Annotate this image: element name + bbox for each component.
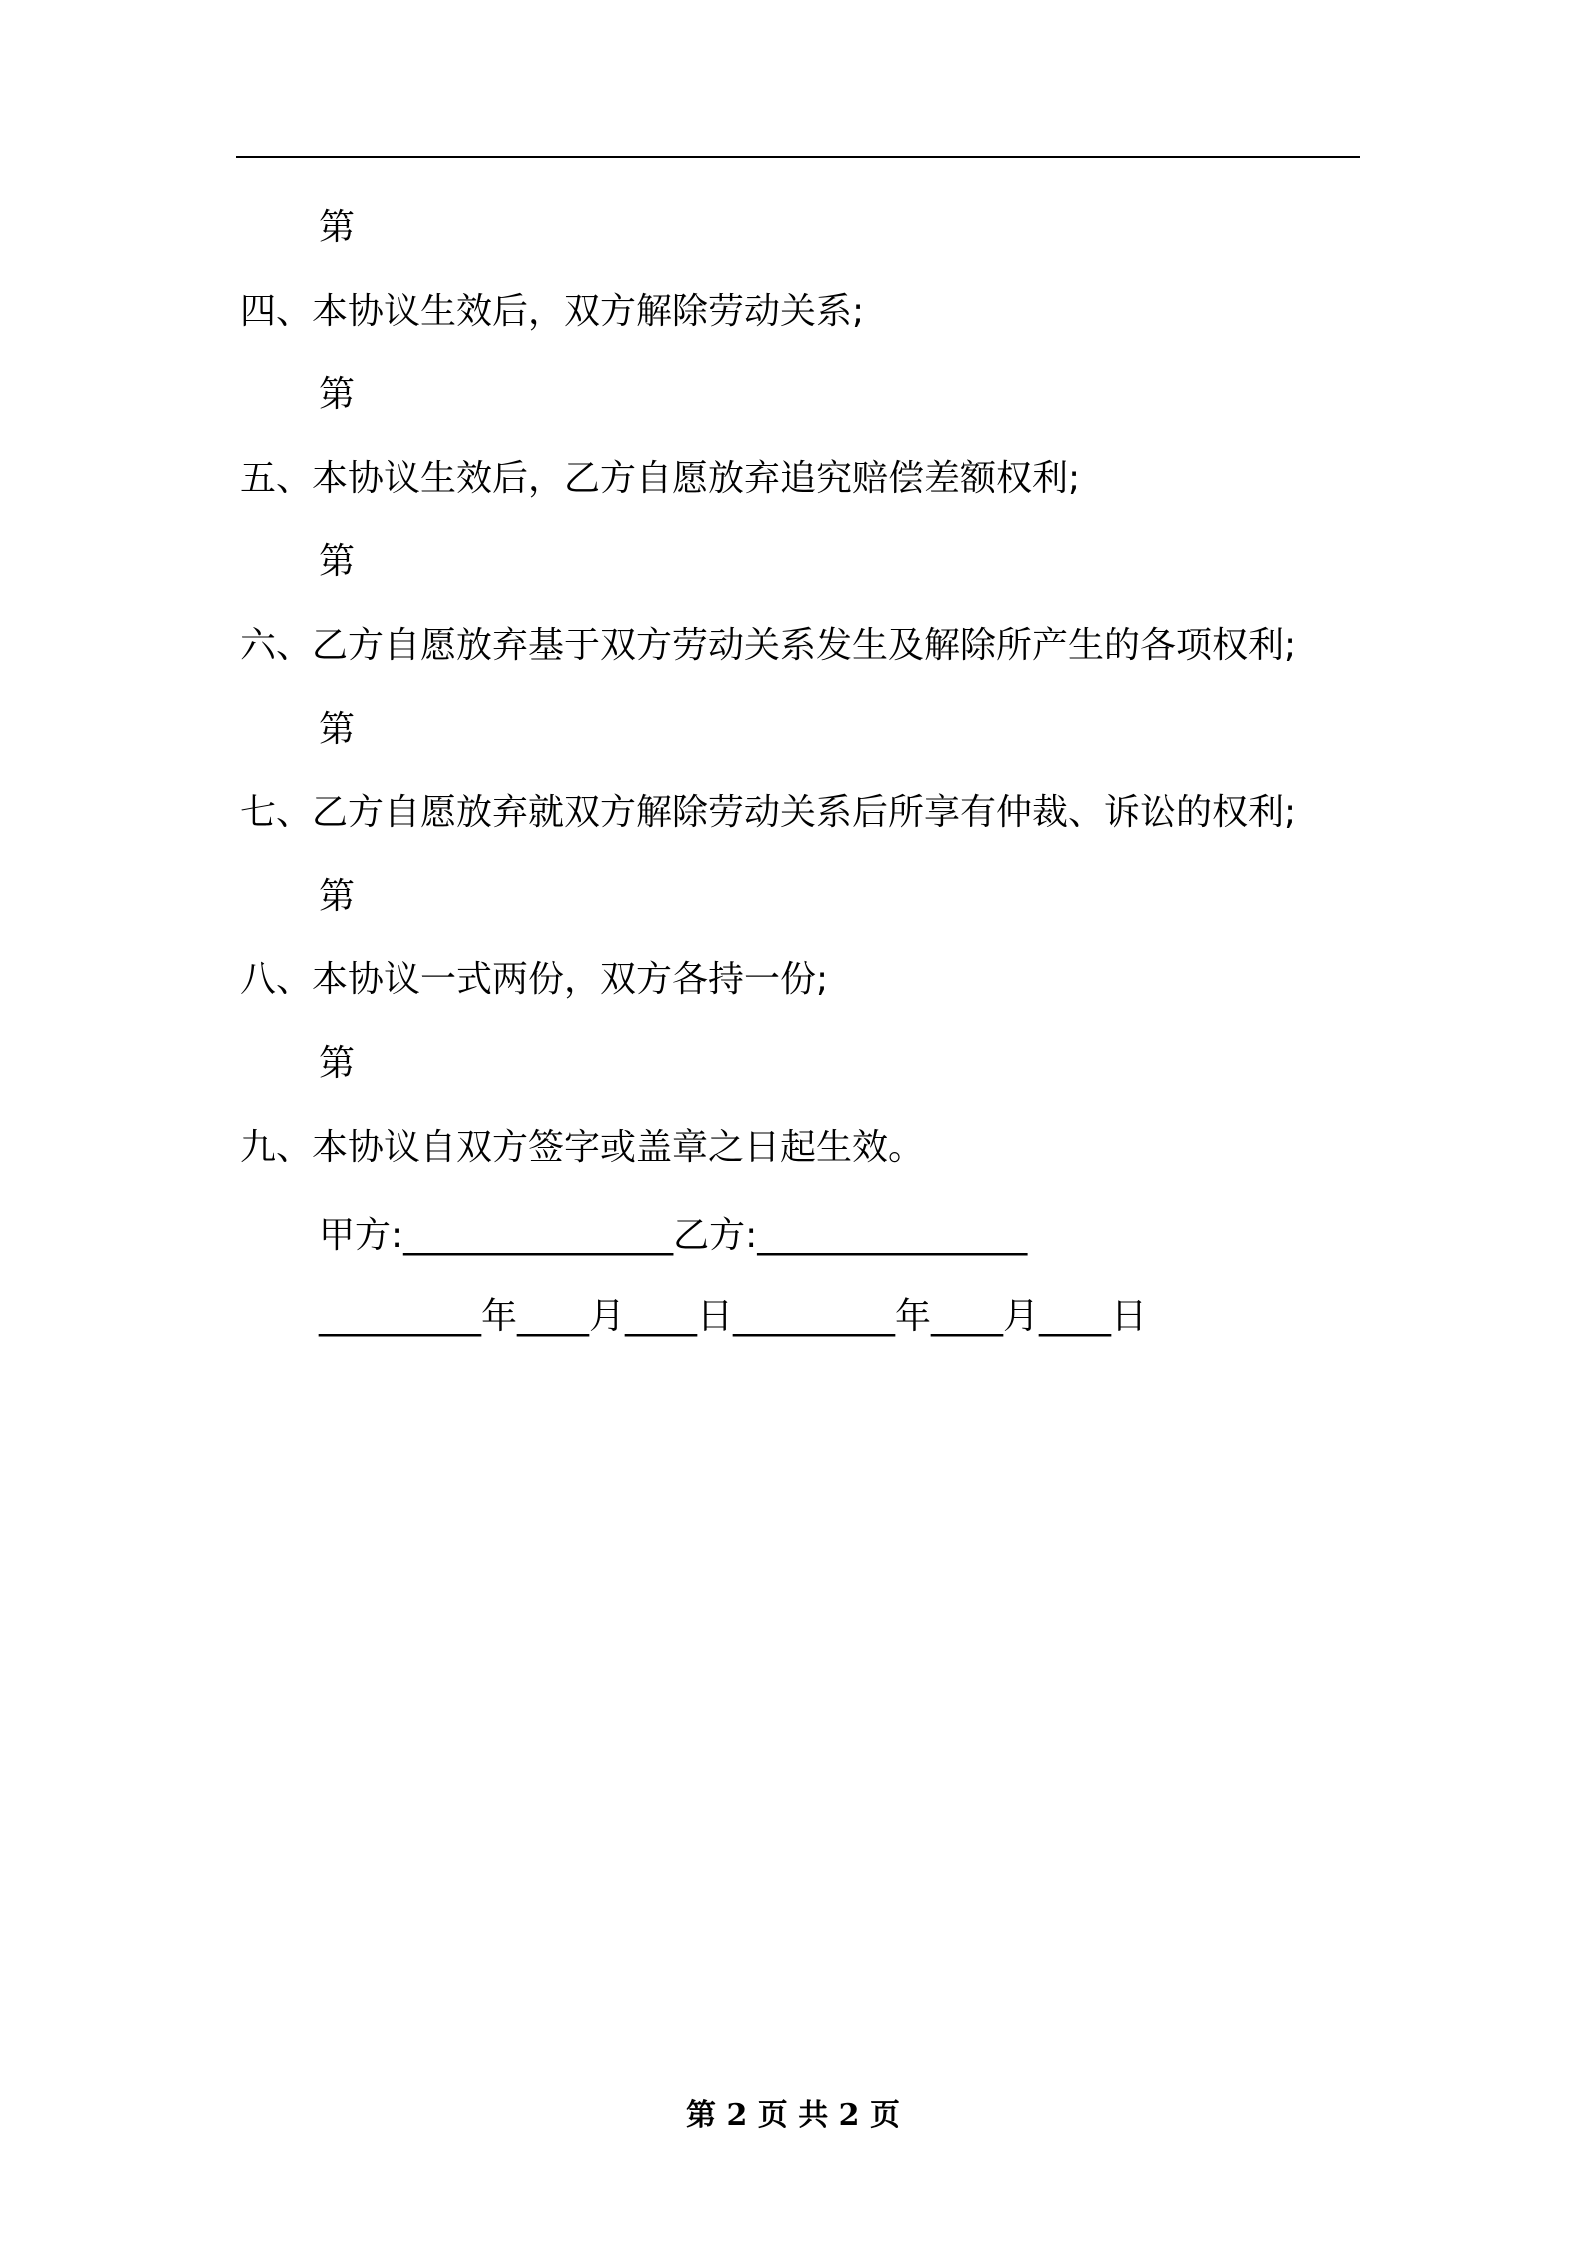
signature-line: 甲方:_______________乙方:_______________	[319, 1215, 1028, 1256]
clause-6: 六、乙方自愿放弃基于双方劳动关系发生及解除所产生的各项权利;	[240, 625, 1297, 666]
section-marker: 第	[319, 541, 356, 582]
section-marker: 第	[319, 374, 356, 415]
clause-8: 八、本协议一式两份，双方各持一份;	[240, 959, 829, 1000]
header-rule	[236, 156, 1360, 158]
clause-9: 九、本协议自双方签字或盖章之日起生效。	[240, 1127, 925, 1168]
section-marker: 第	[319, 1043, 356, 1084]
section-marker: 第	[319, 876, 356, 917]
date-line: _________年____月____日_________年____月____日	[319, 1296, 1147, 1337]
clause-4: 四、本协议生效后，双方解除劳动关系;	[240, 291, 865, 332]
clause-7: 七、乙方自愿放弃就双方解除劳动关系后所享有仲裁、诉讼的权利;	[240, 792, 1297, 833]
section-marker: 第	[319, 207, 356, 248]
section-marker: 第	[319, 709, 356, 750]
page-footer: 第 2 页 共 2 页	[686, 2098, 900, 2133]
clause-5: 五、本协议生效后，乙方自愿放弃追究赔偿差额权利;	[240, 458, 1081, 499]
